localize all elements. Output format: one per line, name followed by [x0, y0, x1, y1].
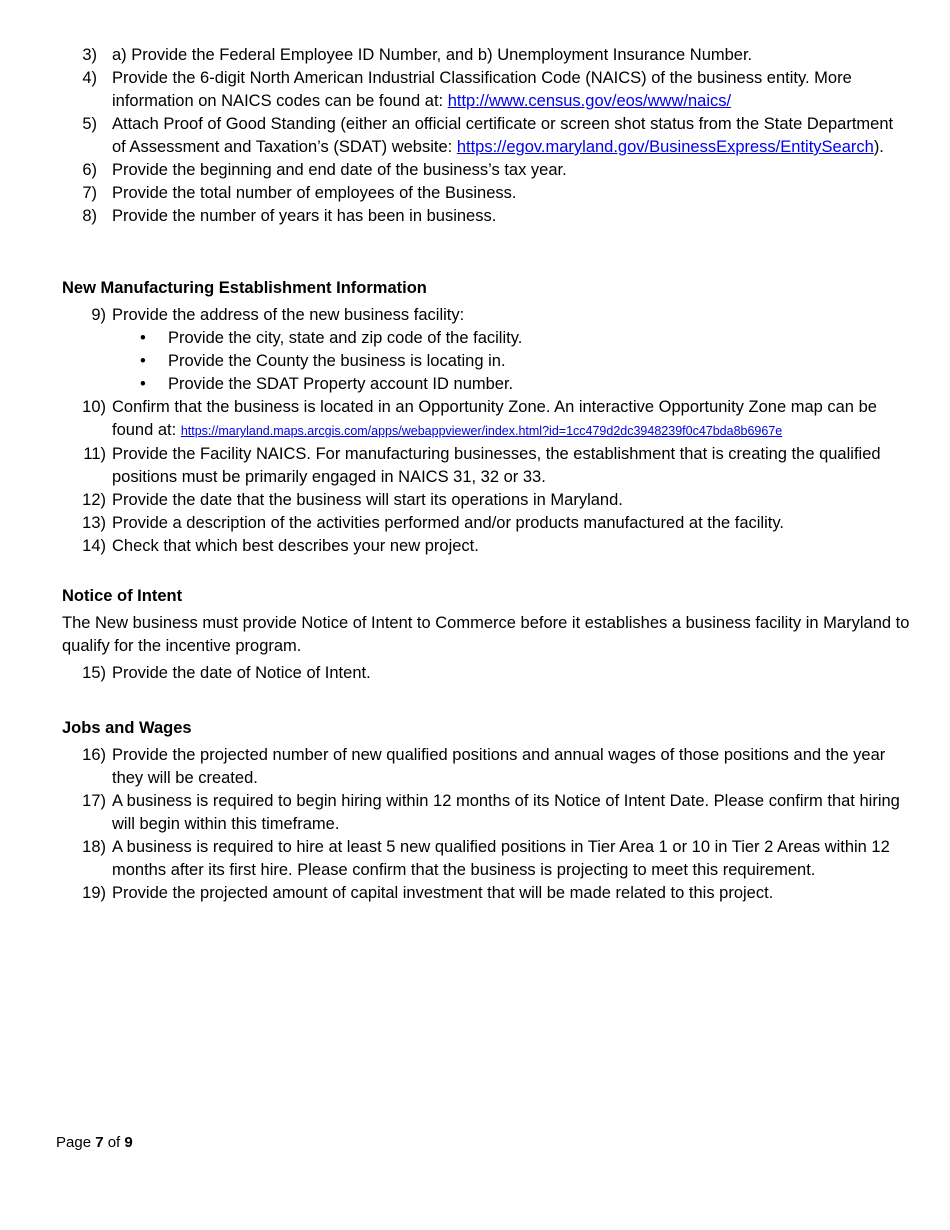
- item-number: 10): [82, 398, 106, 416]
- opportunity-zone-map-link[interactable]: https://maryland.maps.arcgis.com/apps/webappviewer/index.html?id=1cc479d2dc3948239f0c47bda8b6967e: [180, 424, 783, 438]
- list-item: [0, 535, 950, 558]
- list-item: [0, 744, 950, 790]
- business-info-list: [0, 44, 950, 228]
- list-item: [0, 205, 950, 228]
- item-text: Confirm that the business is located in an Opportunity Zone. An interactive Opportunity Zone map can be found at:: [112, 398, 877, 439]
- item-text: Provide the Facility NAICS. For manufacturing businesses, the establishment that is creating the qualified positions must be primarily engaged in NAICS 31, 32 or 33.: [112, 445, 881, 486]
- item-number: 3): [82, 46, 97, 64]
- item-number: 16): [82, 746, 106, 764]
- list-item: [0, 836, 950, 882]
- list-item: [0, 443, 950, 489]
- item-text: Provide the number of years it has been in business.: [112, 207, 497, 225]
- item-number: 9): [91, 306, 106, 324]
- bullet-item: [112, 327, 910, 350]
- item-text: a) Provide the Federal Employee ID Number, and b) Unemployment Insurance Number.: [112, 46, 753, 64]
- notice-paragraph: The New business must provide Notice of Intent to Commerce before it establishes a business facility in Maryland to qualify for the incentive program.: [62, 614, 910, 655]
- item-text: Provide a description of the activities performed and/or products manufactured at the facility.: [112, 514, 784, 532]
- page-number: 7: [95, 1134, 104, 1151]
- section-heading-new-manufacturing: New Manufacturing Establishment Information: [62, 279, 427, 297]
- item-number: 19): [82, 884, 106, 902]
- item-number: 15): [82, 664, 106, 682]
- list-item: [0, 662, 950, 685]
- list-item: [0, 882, 950, 905]
- bullet-item: [112, 350, 910, 373]
- sdat-entity-search-link[interactable]: https://egov.maryland.gov/BusinessExpress/EntitySearch: [456, 138, 874, 156]
- section-heading-notice-of-intent: Notice of Intent: [62, 587, 183, 605]
- item-number: 4): [82, 69, 97, 87]
- section-heading-jobs-and-wages: Jobs and Wages: [62, 719, 192, 737]
- item-number: 8): [82, 207, 97, 225]
- item-number: 5): [82, 115, 97, 133]
- list-item: [0, 113, 950, 159]
- item-text: Attach Proof of Good Standing (either an official certificate or screen shot status from the State Department of Assessment and Taxation’s (SDAT) website:: [112, 115, 894, 156]
- notice-list: [0, 662, 950, 685]
- item-text: Provide the date of Notice of Intent.: [112, 664, 371, 682]
- list-item: [0, 396, 950, 443]
- bullet-icon: •: [140, 329, 146, 347]
- item-text: Check that which best describes your new project.: [112, 537, 479, 555]
- page-total: 9: [124, 1134, 133, 1151]
- new-manufacturing-list: [0, 304, 950, 558]
- item-text: Provide the date that the business will start its operations in Maryland.: [112, 491, 623, 509]
- jobs-list: [0, 744, 950, 905]
- list-item: [0, 44, 950, 67]
- page-label: Page: [56, 1134, 96, 1151]
- item-number: 12): [82, 491, 106, 509]
- item-text: Provide the beginning and end date of the business’s tax year.: [112, 161, 567, 179]
- list-item: [0, 790, 950, 836]
- item-number: 11): [83, 445, 106, 463]
- list-item: [0, 159, 950, 182]
- item-text: A business is required to begin hiring within 12 months of its Notice of Intent Date. Please confirm that hiring will begin within this timeframe.: [112, 792, 900, 833]
- bullet-icon: •: [140, 352, 146, 370]
- item-text-after: ).: [873, 138, 884, 156]
- page-of-label: of: [103, 1134, 125, 1151]
- list-item: [0, 512, 950, 535]
- list-item: [0, 182, 950, 205]
- list-item: [0, 67, 950, 113]
- naics-link[interactable]: http://www.census.gov/eos/www/naics/: [447, 92, 732, 110]
- bullet-list: [112, 327, 910, 396]
- item-text: Provide the 6-digit North American Industrial Classification Code (NAICS) of the business entity. More information on NAICS codes can be found at:: [112, 69, 852, 110]
- page-footer: [56, 1131, 133, 1154]
- bullet-item: [112, 373, 910, 396]
- list-item: [0, 489, 950, 512]
- bullet-text: Provide the County the business is locating in.: [168, 352, 506, 370]
- item-number: 13): [82, 514, 106, 532]
- item-text: Provide the address of the new business facility:: [112, 306, 465, 324]
- bullet-text: Provide the SDAT Property account ID number.: [168, 375, 514, 393]
- item-number: 14): [82, 537, 106, 555]
- item-number: 7): [82, 184, 97, 202]
- bullet-icon: •: [140, 375, 146, 393]
- item-number: 18): [82, 838, 106, 856]
- item-text: A business is required to hire at least 5 new qualified positions in Tier Area 1 or 10 in Tier 2 Areas within 12 months after its first hire. Please confirm that the business is projecting to meet this requirement.: [112, 838, 890, 879]
- list-item: [0, 304, 950, 396]
- item-text: Provide the projected number of new qualified positions and annual wages of those positions and the year they will be created.: [112, 746, 886, 787]
- bullet-text: Provide the city, state and zip code of the facility.: [168, 329, 523, 347]
- item-number: 6): [82, 161, 97, 179]
- item-number: 17): [82, 792, 106, 810]
- item-text: Provide the projected amount of capital investment that will be made related to this project.: [112, 884, 774, 902]
- item-text: Provide the total number of employees of the Business.: [112, 184, 517, 202]
